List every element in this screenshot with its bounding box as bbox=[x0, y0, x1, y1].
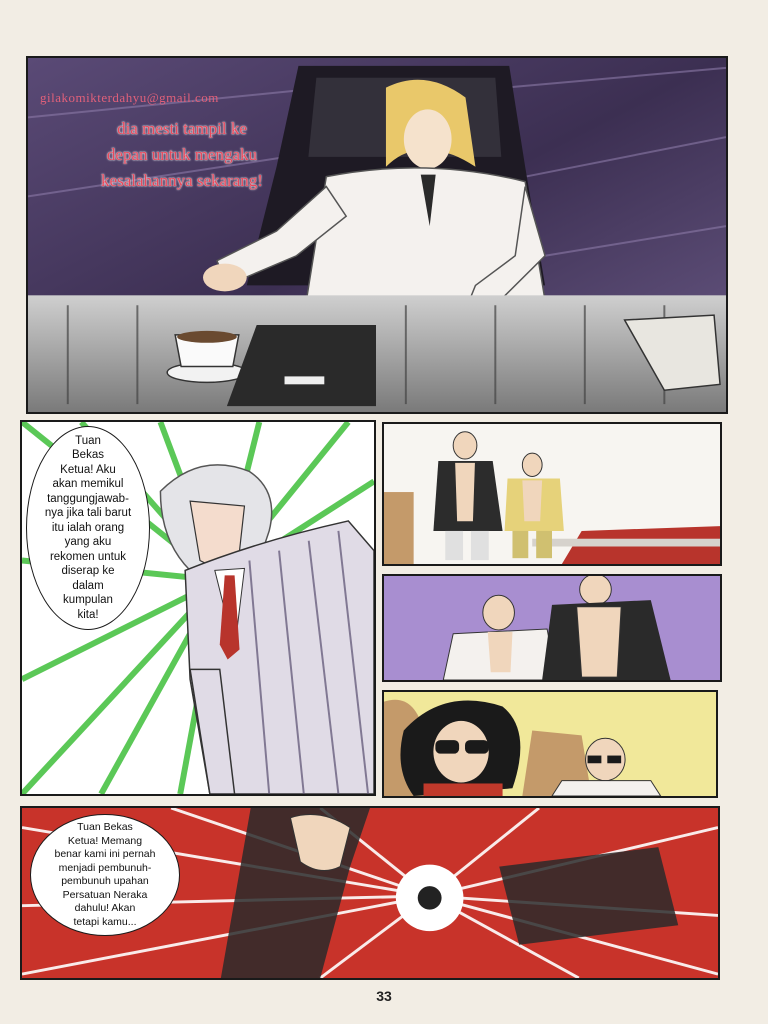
panel-yellow-sunglasses-art bbox=[384, 692, 716, 796]
panel-two-men-walking bbox=[382, 422, 722, 566]
panel-impact-punch bbox=[20, 806, 720, 980]
speech-line: tanggungjawab- bbox=[47, 492, 129, 505]
speech-line: pembunuh upahan bbox=[61, 875, 149, 887]
caption-line: kesalahannya sekarang! bbox=[101, 171, 263, 190]
speech-line: kita! bbox=[77, 608, 99, 621]
speech-line: akan memikul bbox=[52, 478, 124, 491]
caption-line: depan untuk mengaku bbox=[106, 145, 258, 164]
panel-white-hair-man bbox=[20, 420, 376, 796]
speech-line: dalam bbox=[72, 579, 104, 592]
speech-line: benar kami ini pernah bbox=[54, 848, 156, 860]
page-number: 33 bbox=[376, 988, 392, 1004]
speech-line: tetapi kamu... bbox=[73, 915, 137, 928]
speech-line: Ketua! Aku bbox=[60, 463, 116, 476]
panel-purple-duo bbox=[382, 574, 722, 682]
speech-line: Tuan bbox=[75, 434, 101, 447]
speech-line: menjadi pembunuh- bbox=[58, 861, 152, 874]
speech-line: Tuan Bekas bbox=[77, 821, 133, 833]
speech-line: kumpulan bbox=[63, 594, 113, 607]
speech-line: Ketua! Memang bbox=[67, 834, 143, 847]
speech-bubble bbox=[30, 814, 180, 936]
caption-line: dia mesti tampil ke bbox=[117, 119, 247, 138]
speech-line: dahulu! Akan bbox=[74, 902, 136, 914]
speech-line: itu ialah orang bbox=[51, 521, 125, 534]
watermark-email: gilakomikterdahyu@gmail.com bbox=[40, 90, 219, 105]
speech-line: diserap ke bbox=[61, 565, 115, 578]
panel-boss-desk-art bbox=[28, 58, 726, 412]
speech-line: nya jika tali barut bbox=[44, 507, 132, 520]
speech-line: Persatuan Neraka bbox=[62, 888, 148, 901]
speech-line: yang aku bbox=[64, 536, 112, 549]
panel-two-men-walking-art bbox=[384, 424, 720, 564]
panel-purple-duo-art bbox=[384, 576, 720, 680]
speech-bubble bbox=[26, 426, 150, 630]
speech-line: rekomen untuk bbox=[49, 550, 127, 563]
panel-boss-desk bbox=[26, 56, 728, 414]
panel-boss-desk-caption bbox=[62, 116, 302, 194]
speech-line: Bekas bbox=[72, 449, 104, 462]
panel-yellow-sunglasses bbox=[382, 690, 718, 798]
